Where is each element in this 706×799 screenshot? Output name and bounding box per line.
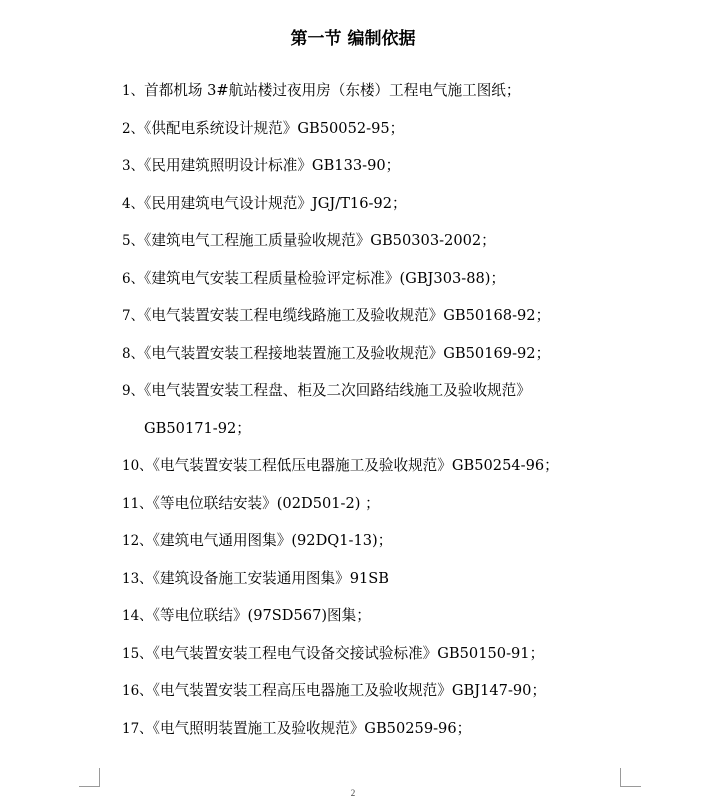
list-item xyxy=(122,491,682,529)
item-number: 16、 xyxy=(122,683,153,699)
list-item xyxy=(122,303,682,341)
item-number: 9、 xyxy=(122,383,145,399)
item-number: 5、 xyxy=(122,233,145,249)
list-item xyxy=(122,153,682,191)
item-text: 《民用建筑照明设计标准》GB133-90； xyxy=(144,157,401,174)
list-item-continuation xyxy=(122,416,682,454)
item-text: GB50171-92； xyxy=(144,419,251,437)
list-item xyxy=(122,528,682,566)
right-margin-corner-mark xyxy=(620,768,641,787)
item-text: 《等电位联结安装》(02D501-2) ； xyxy=(152,494,380,512)
list-item xyxy=(122,266,682,304)
item-number: 3、 xyxy=(122,158,145,174)
item-number: 10、 xyxy=(122,458,153,474)
item-text: 《建筑电气通用图集》(92DQ1-13)； xyxy=(152,532,393,549)
list-item xyxy=(122,566,682,604)
list-item xyxy=(122,678,682,716)
item-text: 《等电位联结》(97SD567)图集； xyxy=(152,607,371,624)
item-text: 《建筑电气工程施工质量验收规范》GB50303-2002； xyxy=(144,232,496,249)
list-item xyxy=(122,116,682,154)
item-text: 《电气装置安装工程电气设备交接试验标准》GB50150-91； xyxy=(152,644,545,662)
item-text: 《电气装置安装工程低压电器施工及验收规范》GB50254-96； xyxy=(152,457,559,474)
item-text: 《电气照明装置施工及验收规范》GB50259-96； xyxy=(152,719,472,737)
section-title: 第一节 编制依据 xyxy=(290,29,416,49)
reference-list xyxy=(122,78,682,753)
item-text: 《建筑设备施工安装通用图集》91SB xyxy=(152,569,389,587)
item-number: 1、 xyxy=(122,83,145,99)
list-item xyxy=(122,641,682,679)
list-item xyxy=(122,78,682,116)
list-item xyxy=(122,453,682,491)
item-number: 2、 xyxy=(122,120,145,137)
item-number: 13、 xyxy=(122,570,153,587)
item-number: 6、 xyxy=(122,270,145,287)
list-item xyxy=(122,341,682,379)
list-item xyxy=(122,228,682,266)
item-text: 《电气装置安装工程电缆线路施工及验收规范》GB50168-92； xyxy=(144,307,551,324)
page-number: 2 xyxy=(350,788,356,798)
left-margin-corner-mark xyxy=(79,768,100,787)
list-item xyxy=(122,716,682,754)
item-text: 首都机场 3#航站楼过夜用房（东楼）工程电气施工图纸； xyxy=(144,82,521,99)
list-item xyxy=(122,603,682,641)
item-text: 《电气装置安装工程高压电器施工及验收规范》GBJ147-90； xyxy=(152,682,547,699)
item-text: 《供配电系统设计规范》GB50052-95； xyxy=(144,119,405,137)
item-number: 8、 xyxy=(122,345,145,362)
item-number: 12、 xyxy=(122,533,153,549)
item-number: 15、 xyxy=(122,645,153,662)
item-number: 17、 xyxy=(122,720,153,737)
item-text: 《民用建筑电气设计规范》JGJ/T16-92； xyxy=(144,194,407,212)
item-text: 《电气装置安装工程接地装置施工及验收规范》GB50169-92； xyxy=(144,344,551,362)
item-text: 《电气装置安装工程盘、柜及二次回路结线施工及验收规范》 xyxy=(144,382,531,399)
list-item xyxy=(122,191,682,229)
item-number: 4、 xyxy=(122,195,145,212)
list-item xyxy=(122,378,682,416)
item-number: 11、 xyxy=(122,495,153,512)
item-number: 7、 xyxy=(122,308,145,324)
item-text: 《建筑电气安装工程质量检验评定标准》(GBJ303-88)； xyxy=(144,269,506,287)
item-number: 14、 xyxy=(122,608,153,624)
